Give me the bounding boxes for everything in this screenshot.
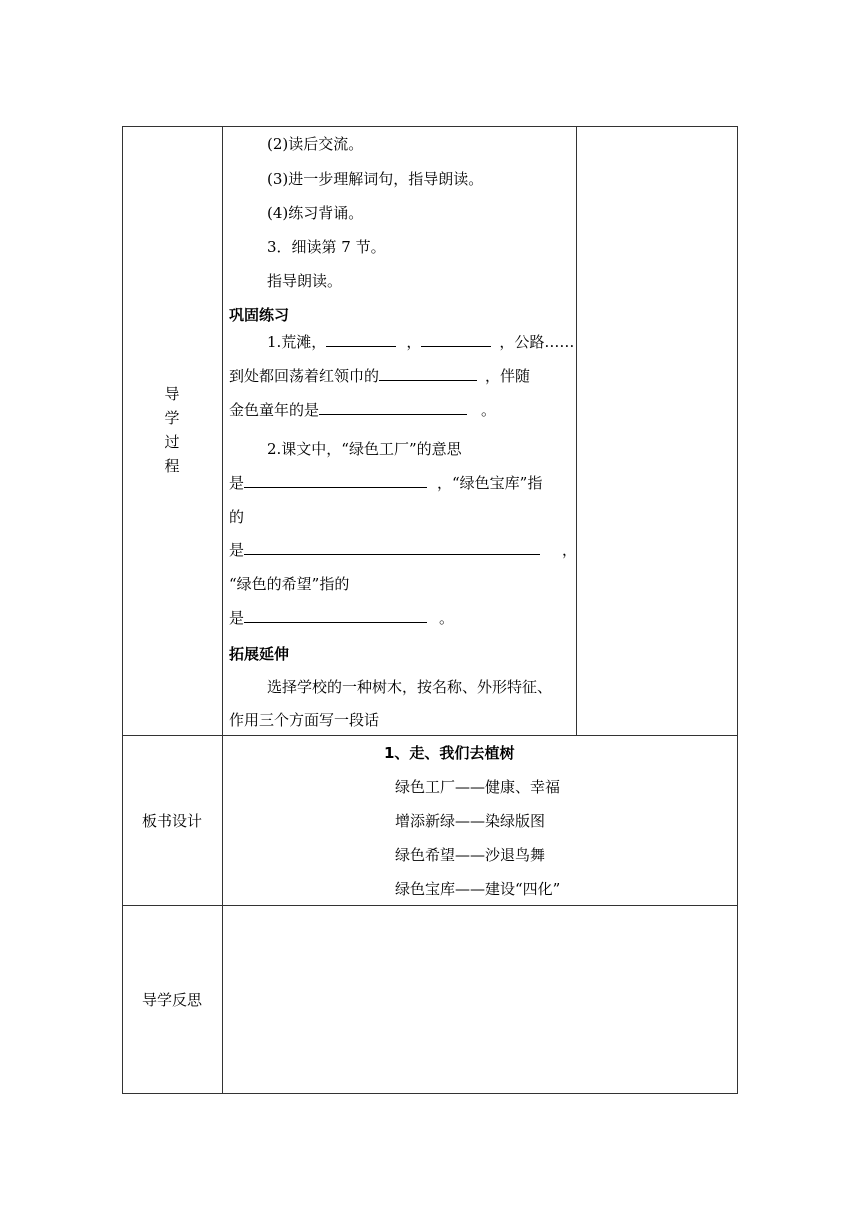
row-divider-1 bbox=[122, 735, 738, 736]
question-1-line-2: 到处都回荡着红领巾的 ，伴随 bbox=[229, 367, 531, 385]
step-line: (2)读后交流。 bbox=[267, 135, 364, 153]
step-line: 3．细读第 7 节。 bbox=[267, 238, 386, 256]
extension-line: 选择学校的一种树木，按名称、外形特征、 bbox=[267, 678, 553, 696]
question-2-line-1: 2.课文中，“绿色工厂”的意思 bbox=[267, 440, 462, 458]
reflection-label: 导学反思 bbox=[141, 991, 202, 1009]
answer-blank bbox=[326, 332, 396, 347]
answer-blank bbox=[421, 332, 491, 347]
answer-blank bbox=[244, 608, 427, 623]
board-line: 绿色宝库——建设“四化” bbox=[395, 880, 561, 898]
process-label-char: 程 bbox=[164, 457, 180, 475]
board-line: 绿色希望——沙退鸟舞 bbox=[395, 846, 546, 864]
board-label: 板书设计 bbox=[141, 812, 202, 830]
question-2-line-4: 是 ， bbox=[229, 541, 578, 559]
step-line: 指导朗读。 bbox=[267, 272, 343, 290]
column-divider bbox=[222, 126, 223, 1094]
extension-line: 作用三个方面写一段话 bbox=[229, 711, 380, 729]
question-1-line-1: 1.荒滩， ， ，公路…… bbox=[267, 333, 575, 351]
process-label-char: 学 bbox=[164, 409, 180, 427]
table-border-right bbox=[737, 126, 738, 1094]
process-label-char: 过 bbox=[164, 433, 180, 451]
question-2-line-3: 的 bbox=[229, 508, 245, 526]
table-border-bottom bbox=[122, 1093, 738, 1094]
question-2-line-6: 是 。 bbox=[229, 609, 455, 627]
table-border-left bbox=[122, 126, 123, 1094]
step-line: (3)进一步理解词句，指导朗读。 bbox=[267, 170, 484, 188]
answer-blank bbox=[379, 366, 477, 381]
answer-blank bbox=[319, 400, 467, 415]
row-divider-2 bbox=[122, 905, 738, 906]
board-line: 绿色工厂——健康、幸福 bbox=[395, 778, 561, 796]
question-1-line-3: 金色童年的是 。 bbox=[229, 401, 497, 419]
board-title: 1、走、我们去植树 bbox=[384, 744, 515, 762]
notes-column-divider bbox=[576, 126, 577, 735]
extension-heading: 拓展延伸 bbox=[229, 645, 290, 663]
practice-heading: 巩固练习 bbox=[229, 306, 290, 324]
lesson-plan-table bbox=[122, 126, 738, 1094]
board-line: 增添新绿——染绿版图 bbox=[395, 812, 546, 830]
process-label bbox=[162, 382, 182, 478]
question-2-line-5: “绿色的希望”指的 bbox=[229, 575, 350, 593]
process-label-char: 导 bbox=[164, 385, 180, 403]
table-border-top bbox=[122, 126, 738, 127]
step-line: (4)练习背诵。 bbox=[267, 204, 364, 222]
answer-blank bbox=[244, 473, 427, 488]
answer-blank bbox=[244, 540, 540, 555]
question-2-line-2: 是 ，“绿色宝库”指 bbox=[229, 474, 543, 492]
